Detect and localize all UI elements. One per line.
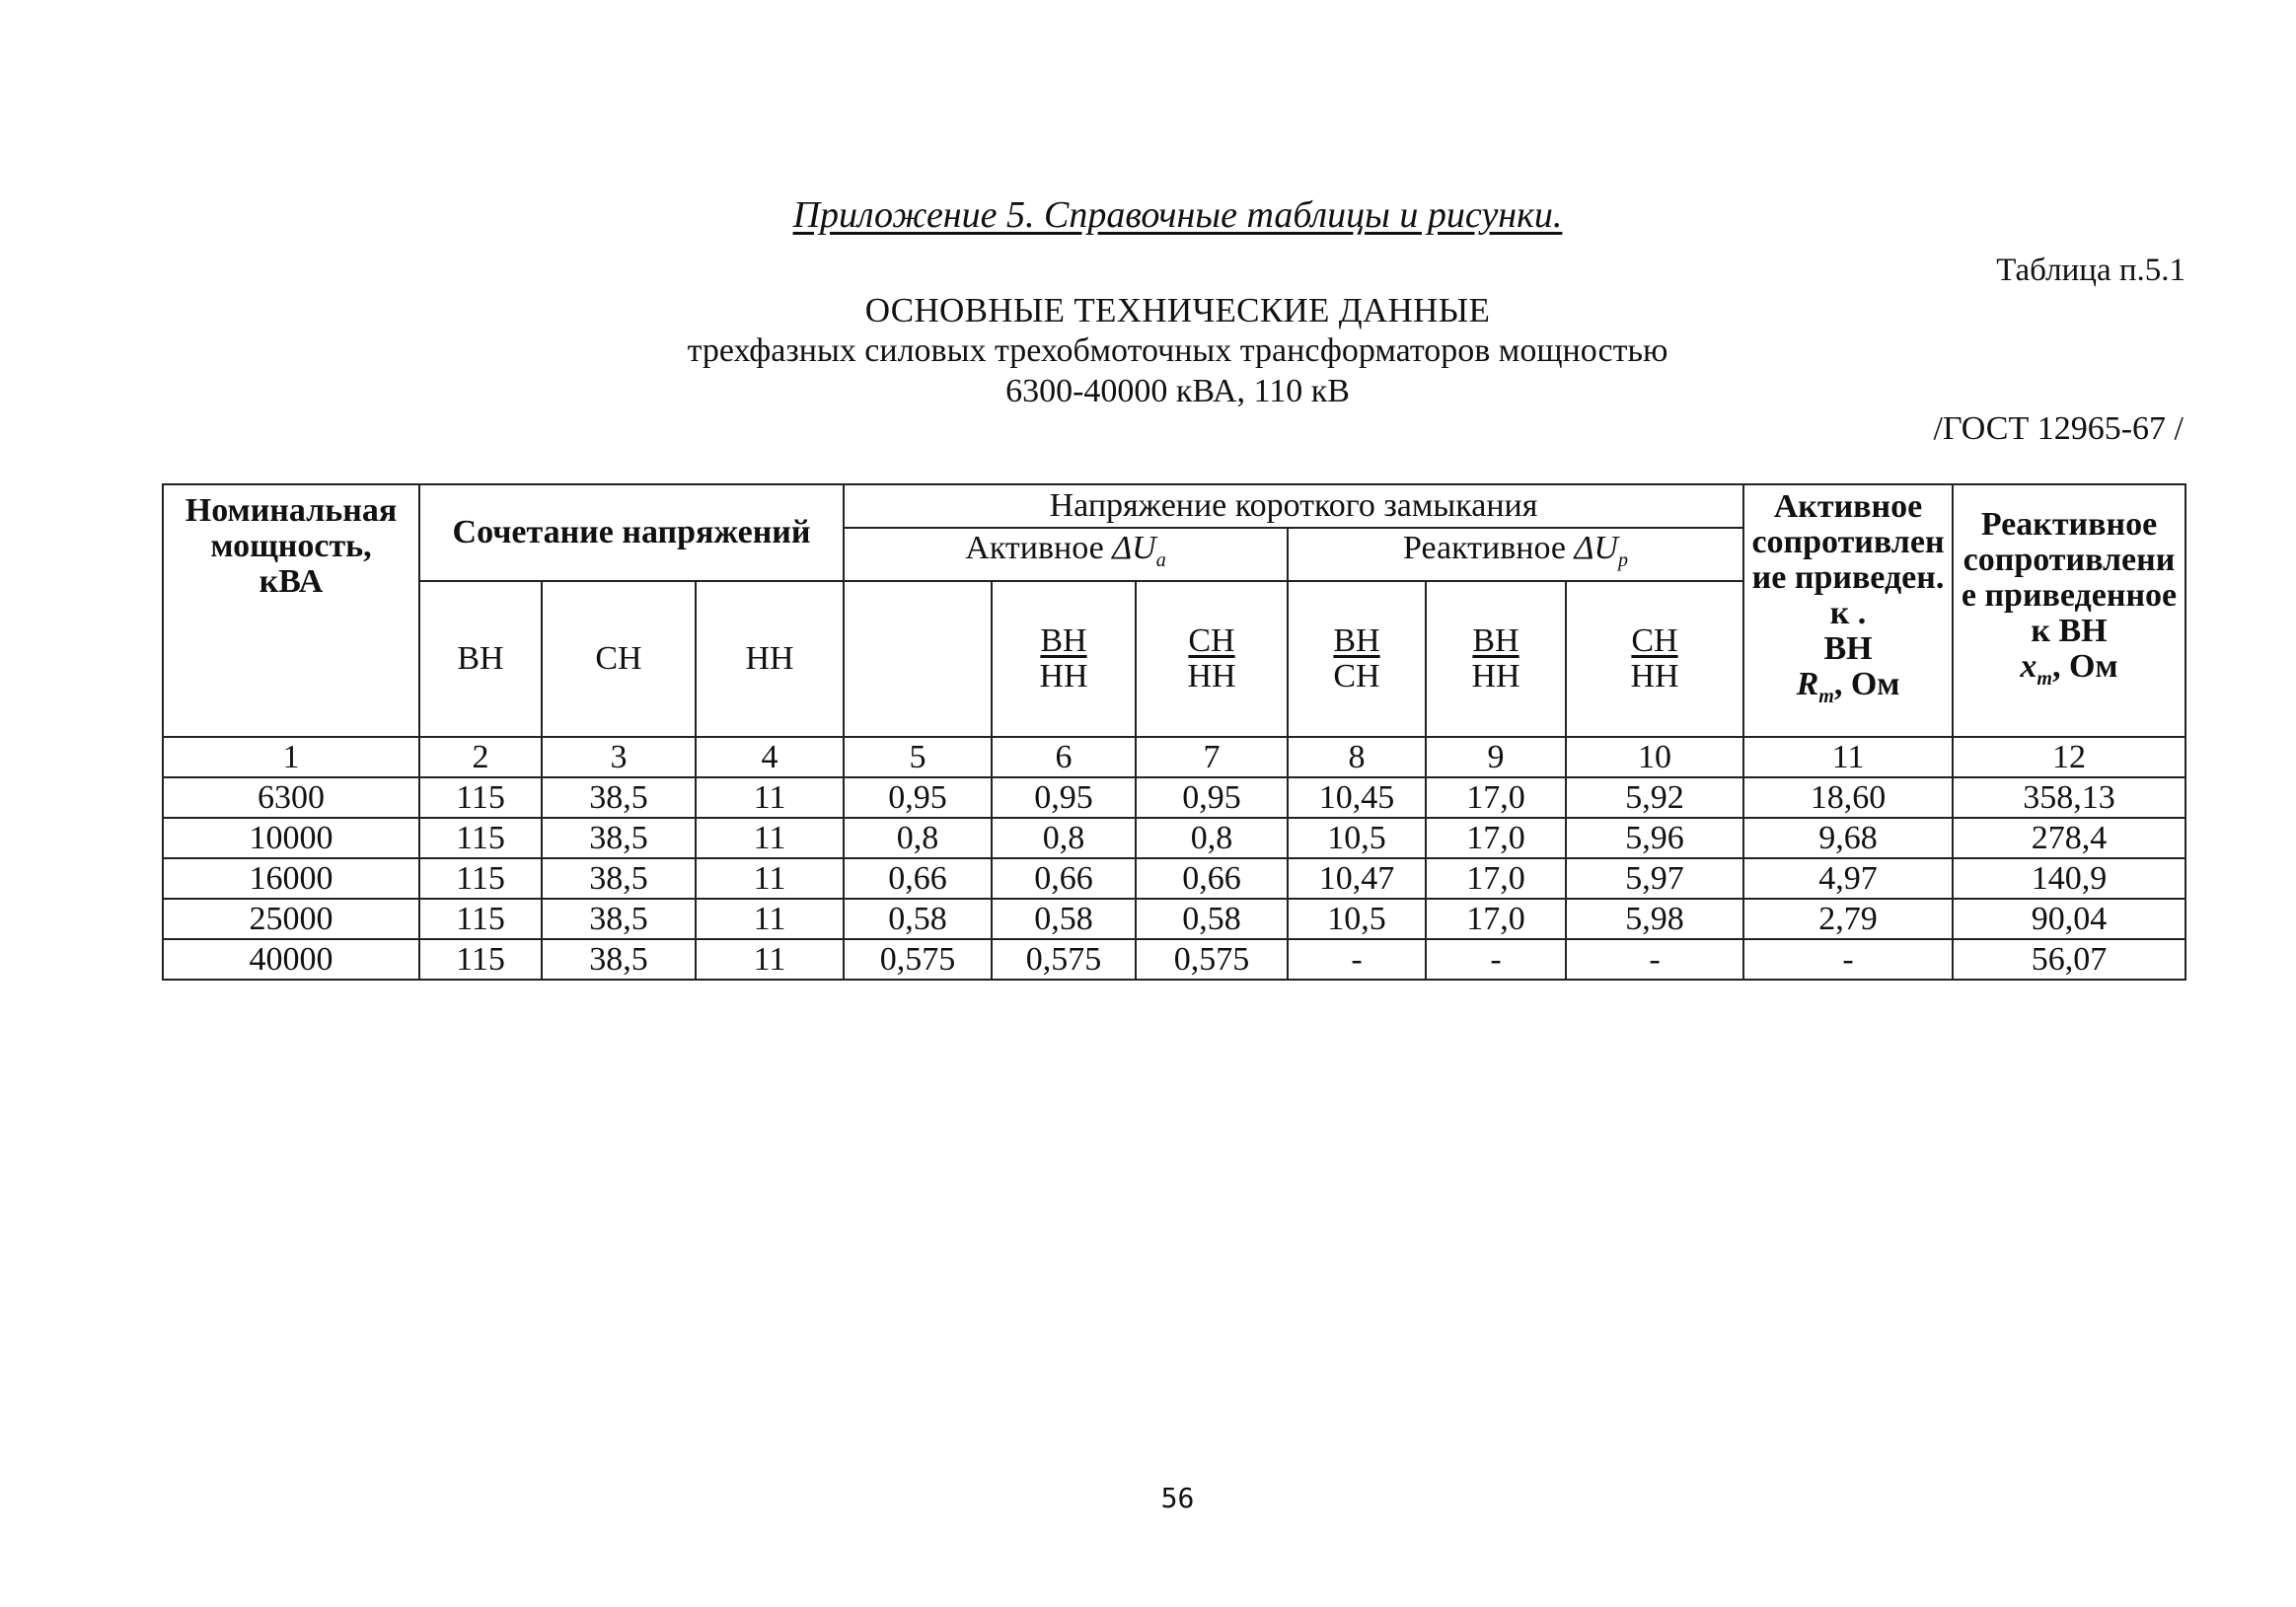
table-cell: 5,96 — [1566, 818, 1743, 858]
table-cell: 10,45 — [1288, 777, 1426, 818]
column-number: 9 — [1426, 737, 1566, 777]
table-cell: 4,97 — [1743, 858, 1953, 899]
fraction-denominator: НН — [1471, 657, 1520, 694]
table-cell: 5,97 — [1566, 858, 1743, 899]
table-cell: 0,95 — [844, 777, 992, 818]
table-cell: 278,4 — [1953, 818, 2185, 858]
table-cell: 11 — [696, 777, 844, 818]
header-active-resistance-line: ие приведен. — [1751, 559, 1945, 596]
symbol-x — [2020, 648, 2052, 690]
header-active-resistance — [1743, 484, 1953, 737]
fraction-numerator: ВН — [1472, 621, 1519, 659]
symbol-delta-u-sub: a — [1155, 548, 1166, 571]
symbol-x-letter: x — [2020, 648, 2037, 685]
table-cell: 115 — [419, 777, 542, 818]
table-cell: 0,58 — [844, 899, 992, 939]
header-voltage-combination: Сочетание напряжений — [419, 484, 844, 581]
fraction-numerator: ВН — [1040, 621, 1087, 659]
heading-line-3: 6300-40000 кВА, 110 кВ — [1005, 373, 1350, 409]
table-cell: 0,58 — [992, 899, 1136, 939]
table-row — [163, 858, 2185, 899]
table-cell: 11 — [696, 818, 844, 858]
column-number: 2 — [419, 737, 542, 777]
fraction-numerator: СН — [1631, 621, 1678, 659]
table-cell: 0,8 — [1136, 818, 1288, 858]
table-cell: 115 — [419, 858, 542, 899]
table-cell: 10,5 — [1288, 818, 1426, 858]
fraction-vn-nn — [1471, 623, 1519, 694]
table-cell: 17,0 — [1426, 899, 1566, 939]
header-active-du-blank — [844, 581, 992, 737]
header-nominal-power — [163, 484, 419, 737]
symbol-r-letter: R — [1796, 666, 1819, 702]
table-heading — [0, 290, 2296, 411]
header-nominal-power-line: мощность, — [210, 528, 372, 564]
table-cell: 16000 — [163, 858, 419, 899]
table-cell: 0,8 — [844, 818, 992, 858]
column-number-row — [163, 737, 2185, 777]
table-cell: 0,95 — [1136, 777, 1288, 818]
header-nominal-power-line: кВА — [259, 563, 324, 600]
table-cell: 115 — [419, 818, 542, 858]
table-cell: - — [1743, 939, 1953, 980]
column-number: 4 — [696, 737, 844, 777]
table-cell: 0,66 — [844, 858, 992, 899]
table-cell: 18,60 — [1743, 777, 1953, 818]
symbol-delta-u: ΔU — [1574, 530, 1618, 567]
table-number: Таблица п.5.1 — [1996, 253, 2185, 288]
column-number: 6 — [992, 737, 1136, 777]
table-cell: - — [1288, 939, 1426, 980]
header-active-resistance-line: к . — [1829, 595, 1867, 631]
header-active-resistance-symbol-line — [1748, 667, 1948, 714]
header-nominal-power-line: Номинальная — [185, 492, 398, 529]
header-reactive-resistance-line: Реактивное — [1980, 506, 2158, 543]
header-reactive-resistance-line: е приведенное — [1961, 577, 2178, 614]
table-cell: 2,79 — [1743, 899, 1953, 939]
table-cell: 38,5 — [542, 818, 696, 858]
table-cell: 17,0 — [1426, 777, 1566, 818]
table-cell: 140,9 — [1953, 858, 2185, 899]
table-cell: 10,47 — [1288, 858, 1426, 899]
table-cell: 90,04 — [1953, 899, 2185, 939]
page-number: 56 — [1160, 1482, 1195, 1514]
table-cell: 40000 — [163, 939, 419, 980]
table-cell: 5,92 — [1566, 777, 1743, 818]
table-cell: 115 — [419, 899, 542, 939]
table-cell: 38,5 — [542, 858, 696, 899]
table-cell: - — [1426, 939, 1566, 980]
symbol-x-sub: т — [2037, 667, 2052, 690]
header-active-resistance-line: ВН — [1823, 630, 1873, 667]
header-active-du-label: Активное — [965, 530, 1113, 567]
column-number: 1 — [163, 737, 419, 777]
symbol-delta-up — [1574, 530, 1628, 571]
table-cell: 0,66 — [1136, 858, 1288, 899]
table-row — [163, 818, 2185, 858]
table-cell: 11 — [696, 858, 844, 899]
header-sn: СН — [542, 581, 696, 737]
heading-line-2: трехфазных силовых трехобмоточных трансформаторов мощностью — [687, 332, 1668, 369]
table-cell: 17,0 — [1426, 858, 1566, 899]
table-row — [163, 899, 2185, 939]
header-short-circuit-voltage: Напряжение короткого замыкания — [844, 484, 1743, 528]
table-cell: 115 — [419, 939, 542, 980]
table-cell: 358,13 — [1953, 777, 2185, 818]
heading-line-1: ОСНОВНЫЕ ТЕХНИЧЕСКИЕ ДАННЫЕ — [864, 291, 1491, 329]
table-cell: 9,68 — [1743, 818, 1953, 858]
header-vn: ВН — [419, 581, 542, 737]
header-reactive-resistance-symbol-line — [1958, 649, 2181, 696]
fraction-vn-nn — [1039, 623, 1087, 694]
table-cell: 10000 — [163, 818, 419, 858]
column-number: 3 — [542, 737, 696, 777]
header-reactive-resistance — [1953, 484, 2185, 737]
column-number: 5 — [844, 737, 992, 777]
header-reactive-resistance-line: к ВН — [2031, 613, 2108, 649]
table-cell: 11 — [696, 939, 844, 980]
column-number: 10 — [1566, 737, 1743, 777]
header-reactive-du-label: Реактивное — [1403, 530, 1575, 567]
table-cell: 0,58 — [1136, 899, 1288, 939]
table-cell: 10,5 — [1288, 899, 1426, 939]
header-reactive-du — [1288, 528, 1743, 581]
table-cell: 0,8 — [992, 818, 1136, 858]
fraction-sn-nn — [1630, 623, 1678, 694]
symbol-delta-ua — [1112, 530, 1166, 571]
table-cell: 6300 — [163, 777, 419, 818]
unit-ohm: , Ом — [2051, 648, 2118, 685]
symbol-r-sub: т — [1818, 685, 1834, 707]
table-cell: 38,5 — [542, 777, 696, 818]
header-reactive-vn-nn — [1426, 581, 1566, 737]
gost-reference: /ГОСТ 12965-67 / — [1933, 410, 2184, 447]
symbol-r — [1796, 666, 1834, 707]
transformer-data-table — [162, 483, 2186, 981]
table-cell: 5,98 — [1566, 899, 1743, 939]
fraction-denominator: НН — [1187, 657, 1236, 694]
header-reactive-vn-sn — [1288, 581, 1426, 737]
table-cell: 0,95 — [992, 777, 1136, 818]
header-reactive-sn-nn — [1566, 581, 1743, 737]
column-number: 11 — [1743, 737, 1953, 777]
appendix-title: Приложение 5. Справочные таблицы и рисунки. — [792, 194, 1563, 236]
table-cell: 0,575 — [992, 939, 1136, 980]
header-active-vn-nn — [992, 581, 1136, 737]
column-number: 7 — [1136, 737, 1288, 777]
header-reactive-resistance-line: сопротивлени — [1963, 542, 2176, 578]
fraction-numerator: ВН — [1333, 621, 1380, 659]
header-nn: НН — [696, 581, 844, 737]
table-cell: 25000 — [163, 899, 419, 939]
header-active-du — [844, 528, 1288, 581]
fraction-sn-nn — [1187, 623, 1235, 694]
table-cell: 38,5 — [542, 939, 696, 980]
table-cell: 0,66 — [992, 858, 1136, 899]
table-cell: 0,575 — [1136, 939, 1288, 980]
table-cell: 11 — [696, 899, 844, 939]
table-cell: 17,0 — [1426, 818, 1566, 858]
table-cell: - — [1566, 939, 1743, 980]
fraction-denominator: НН — [1039, 657, 1088, 694]
symbol-delta-u: ΔU — [1112, 530, 1156, 567]
header-active-resistance-line: Активное — [1773, 488, 1923, 525]
column-number: 12 — [1953, 737, 2185, 777]
table-cell: 56,07 — [1953, 939, 2185, 980]
table-cell: 0,575 — [844, 939, 992, 980]
header-active-sn-nn — [1136, 581, 1288, 737]
column-number: 8 — [1288, 737, 1426, 777]
fraction-numerator: СН — [1188, 621, 1235, 659]
unit-ohm: , Ом — [1833, 666, 1900, 702]
header-active-resistance-line: сопротивлен — [1751, 524, 1945, 560]
symbol-delta-u-sub: p — [1617, 548, 1628, 571]
fraction-vn-sn — [1333, 623, 1379, 694]
fraction-denominator: СН — [1333, 657, 1380, 694]
table-row — [163, 939, 2185, 980]
table-row — [163, 777, 2185, 818]
table-cell: 38,5 — [542, 899, 696, 939]
fraction-denominator: НН — [1630, 657, 1679, 694]
